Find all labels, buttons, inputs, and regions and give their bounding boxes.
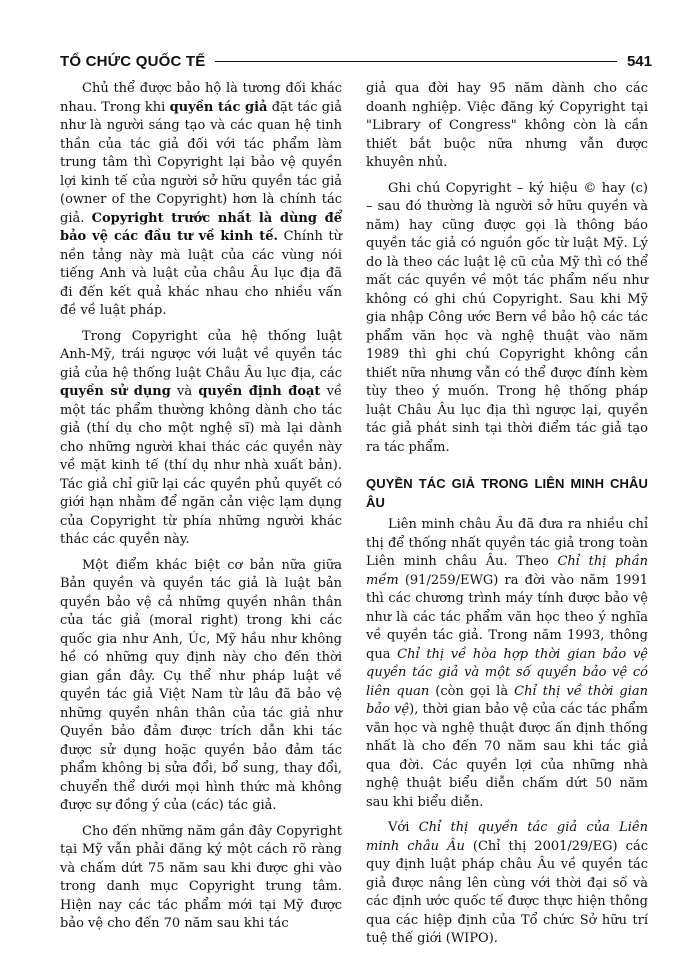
left-column	[60, 80, 342, 941]
right-column	[366, 80, 648, 956]
running-header-title: TỔ CHỨC QUỐC TẾ	[60, 52, 206, 70]
paragraph-eu-directives: Liên minh châu Âu đã đưa ra nhiều chỉ thị để thống nhất quyền tác giả trong toàn Liên minh châu Âu. Theo Chỉ thị phần mềm (91/259/EWG) ra đời vào năm 1991 thì các chương trình máy tính được bảo vệ như là các tác phẩm văn học theo ý nghĩa về quyền tác giả. Trong năm 1993, thông qua Chỉ thị về hòa hợp thời gian bảo vệ quyền tác giả và một số quyền bảo vệ có liên quan (còn gọi là Chỉ thị về thời gian bảo vệ), thời gian bảo vệ của các tác phẩm văn học và nghệ thuật được ấn định thống nhất là cho đến 70 năm sau khi tác giả qua đời. Các quyền lợi của những nhà nghệ thuật biểu diễn chấm dứt 50 năm sau khi biểu diễn.	[366, 517, 649, 810]
paragraph-subject-of-protection: Chủ thể được bảo hộ là tương đối khác nhau. Trong khi quyền tác giả đặt tác giả như là người sáng tạo và các quan hệ tinh thần của tác giả đối với tác phẩm làm trung tâm thì Copyright lại bảo vệ quyền lợi kinh tế của người sở hữu quyền tác giả (owner of the Copyright) hơn là chính tác giả. Copyright trước nhất là dùng để bảo vệ các đầu tư về kinh tế. Chính từ nền tảng này mà luật của các vùng nói tiếng Anh và luật của châu Âu lục địa đã đi đến kết quả khác nhau cho nhiều vấn đề về luật pháp.	[60, 81, 343, 318]
paragraph-continuation: giả qua đời hay 95 năm dành cho các doanh nghiệp. Việc đăng ký Copyright tại "Library of Congress" không còn là cần thiết bắt buộc nữa nhưng vẫn được khuyên nhủ.	[366, 81, 648, 170]
paragraph-infosoc-directive: Với Chỉ thị quyền tác giả của Liên minh châu Âu (Chỉ thị 2001/29/EG) các quy định luật pháp châu Âu về quyền tác giả được nâng lên cùng với thời đại số và các định ước quốc tế được thực hiện thông qua các hiệp định của Tổ chức Sở hữu trí tuệ thế giới (WIPO).	[366, 820, 648, 946]
running-header	[60, 48, 652, 74]
paragraph-anglo-american-copyright: Trong Copyright của hệ thống luật Anh-Mỹ, trái ngược với luật về quyền tác giả của hệ thống luật Châu Âu lục địa, các quyền sử dụng và quyền định đoạt về một tác phẩm thường không dành cho tác giả (thí dụ cho một nghệ sĩ) mà lại dành cho những người khai thác các quyền này về mặt kinh tế (thí dụ như nhà xuất bản). Tác giả chỉ giữ lại các quyền phủ quyết có giới hạn nhằm để ngăn cản việc lạm dụng của Copyright từ phía những người khác thác các quyền này.	[60, 328, 342, 547]
paragraph-moral-rights: Một điểm khác biệt cơ bản nữa giữa Bản quyền và quyền tác giả là luật bản quyền bảo vệ cả những quyền nhân thân của tác giả (moral right) trong khi các quốc gia như Anh, Úc, Mỹ hầu như không hề có những quy định này cho đến thời gian gần đây. Cụ thể như pháp luật về quyền tác giả Việt Nam từ lâu đã bảo vệ những quyền nhân thân của tác giả như Quyền bảo đảm được trích dẫn khi tác được sử dụng hoặc quyền bảo đảm tác phẩm không bị sửa đổi, bổ sung, thay đổi, chuyển thể dưới mọi hình thức mà không được sự đồng ý của (các) tác giả.	[60, 557, 342, 813]
section-heading: QUYỀN TÁC GIẢ TRONG LIÊN MINH CHÂU ÂU	[366, 476, 648, 510]
page-number: 541	[626, 52, 652, 70]
header-rule	[215, 61, 617, 62]
paragraph-copyright-notice: Ghi chú Copyright – ký hiệu © hay (c) – sau đó thường là người sở hữu quyền và năm) hay cũng được gọi là thông báo quyền tác giả có nguồn gốc từ luật Mỹ. Lý do là theo các luật lệ cũ của Mỹ thì có thể mất các quyền về một tác phẩm nếu như không có ghi chú Copyright. Sau khi Mỹ gia nhập Công ước Bern về bảo hộ các tác phẩm văn học và nghệ thuật vào năm 1989 thì ghi chú Copyright không cần thiết nữa nhưng vẫn có thể được đính kèm tùy theo ý muốn. Trong hệ thống pháp luật Châu Âu lục địa thì ngược lại, quyền tác giả phát sinh tại thời điểm tác giả tạo ra tác phẩm.	[366, 180, 648, 455]
paragraph-us-registration: Cho đến những năm gần đây Copyright tại Mỹ vẫn phải đăng ký một cách rõ ràng và chấm dứt 75 năm sau khi được ghi vào trong danh mục Copyright trung tâm. Hiện nay các tác phẩm mới tại Mỹ được bảo vệ cho đến 70 năm sau khi tác	[60, 823, 342, 931]
